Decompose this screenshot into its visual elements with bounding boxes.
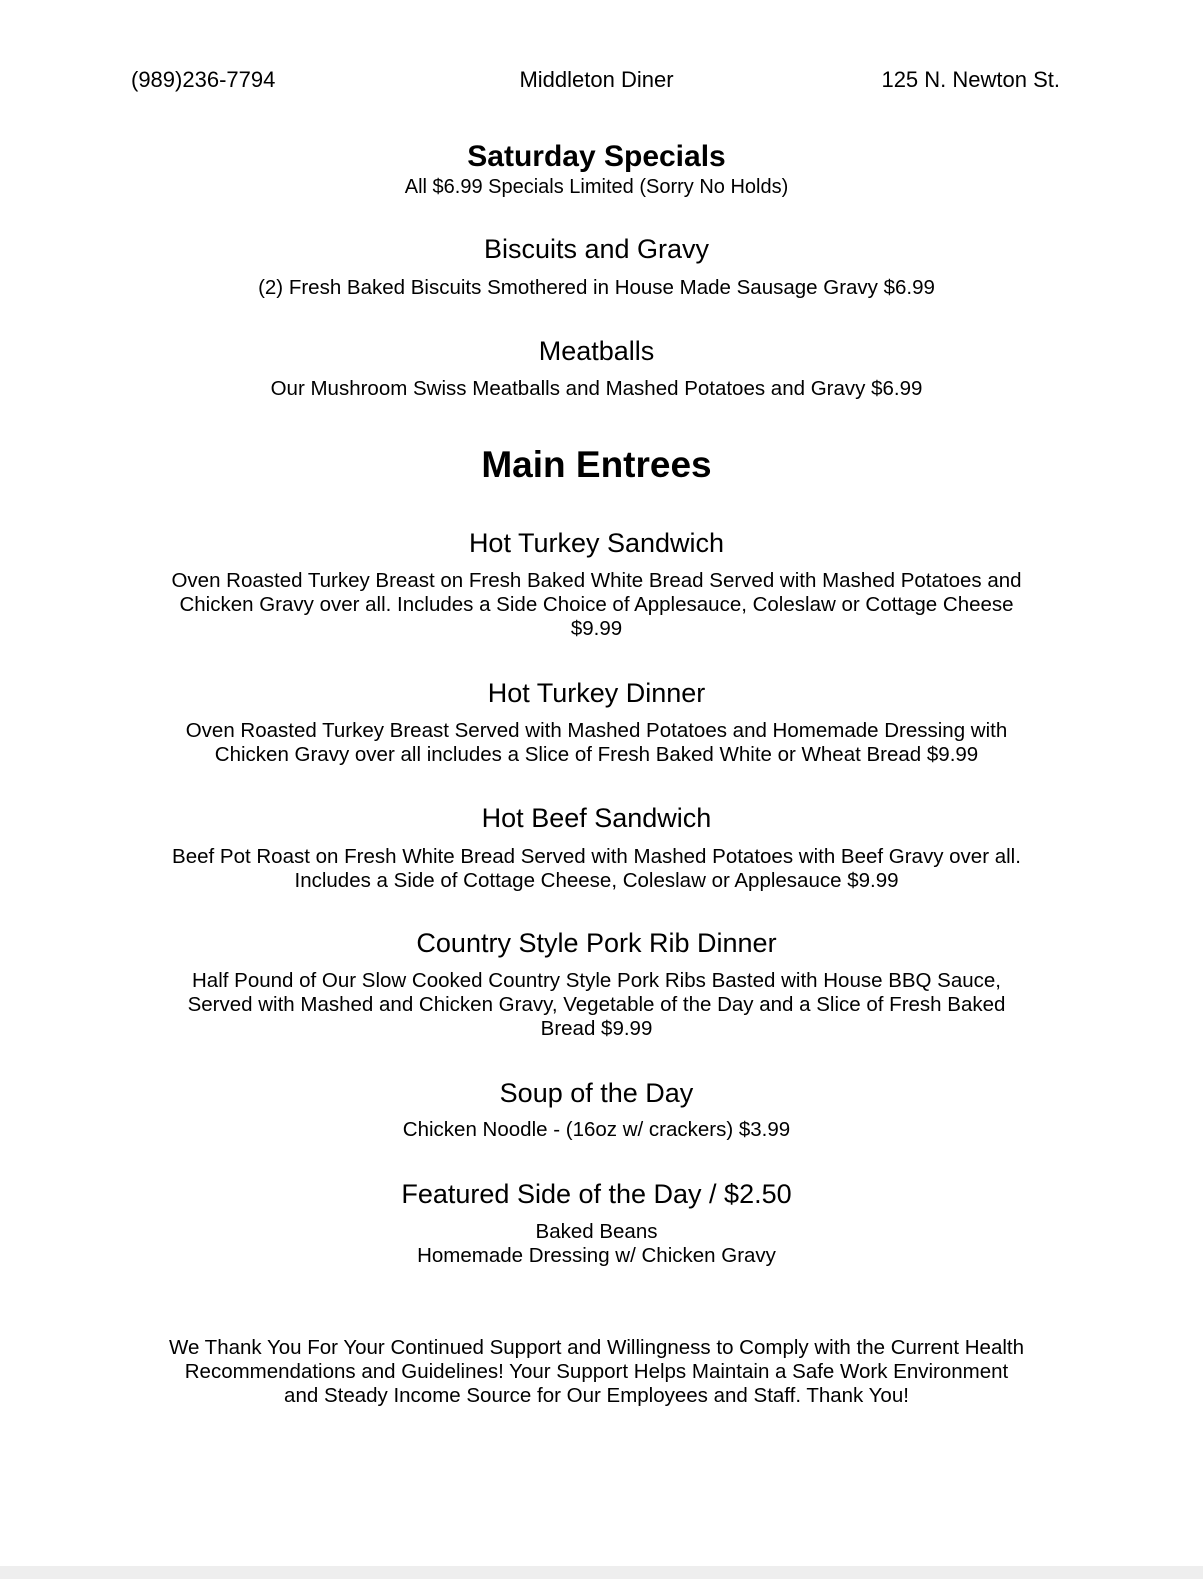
special-item-title: Biscuits and Gravy [483,234,710,264]
entree-desc-line: Oven Roasted Turkey Breast on Fresh Baked White Bread Served with Mashed Potatoes and [171,569,1022,592]
phone-number: (989)236-7794 [131,67,276,92]
entree-desc-line: Bread $9.99 [540,1017,653,1040]
entree-title: Hot Beef Sandwich [481,803,712,833]
diner-name: Middleton Diner [519,67,674,92]
specials-subtitle: All $6.99 Specials Limited (Sorry No Holds) [404,176,789,198]
entree-desc-line: Served with Mashed and Chicken Gravy, Vegetable of the Day and a Slice of Fresh Baked [187,993,1006,1016]
page-bottom-edge [0,1566,1203,1579]
footer-line: Recommendations and Guidelines! Your Support Helps Maintain a Safe Work Environment [184,1360,1009,1383]
entree-desc-line: Oven Roasted Turkey Breast Served with Mashed Potatoes and Homemade Dressing with [185,719,1008,742]
specials-title: Saturday Specials [467,140,726,173]
special-item-title: Meatballs [538,336,655,366]
entree-title: Hot Turkey Sandwich [468,528,725,558]
entree-title: Country Style Pork Rib Dinner [416,928,777,958]
special-item-desc: (2) Fresh Baked Biscuits Smothered in House Made Sausage Gravy $6.99 [258,276,935,299]
entree-desc-line: Homemade Dressing w/ Chicken Gravy [417,1244,776,1267]
diner-address: 125 N. Newton St. [881,67,1060,92]
entree-desc-line: Baked Beans [535,1220,658,1243]
entree-title: Featured Side of the Day / $2.50 [401,1179,792,1209]
entree-title: Hot Turkey Dinner [487,678,706,708]
entree-title: Soup of the Day [499,1078,694,1108]
entree-desc-line: Beef Pot Roast on Fresh White Bread Served with Mashed Potatoes with Beef Gravy over all. [172,845,1021,868]
main-entrees-title: Main Entrees [481,444,712,485]
special-item-desc: Our Mushroom Swiss Meatballs and Mashed Potatoes and Gravy $6.99 [270,377,923,400]
entree-desc-line: Half Pound of Our Slow Cooked Country Style Pork Ribs Basted with House BBQ Sauce, [192,969,1001,992]
entree-desc-line: Chicken Gravy over all. Includes a Side Choice of Applesauce, Coleslaw or Cottage Cheese [179,593,1014,616]
entree-desc-line: Chicken Noodle - (16oz w/ crackers) $3.99 [402,1118,791,1141]
footer-line: We Thank You For Your Continued Support and Willingness to Comply with the Current Health [168,1336,1025,1359]
entree-desc-line: Includes a Side of Cottage Cheese, Coleslaw or Applesauce $9.99 [294,869,899,892]
footer-line: and Steady Income Source for Our Employees and Staff. Thank You! [284,1384,909,1407]
entree-desc-line: Chicken Gravy over all includes a Slice of Fresh Baked White or Wheat Bread $9.99 [214,743,979,766]
entree-desc-line: $9.99 [570,617,623,640]
